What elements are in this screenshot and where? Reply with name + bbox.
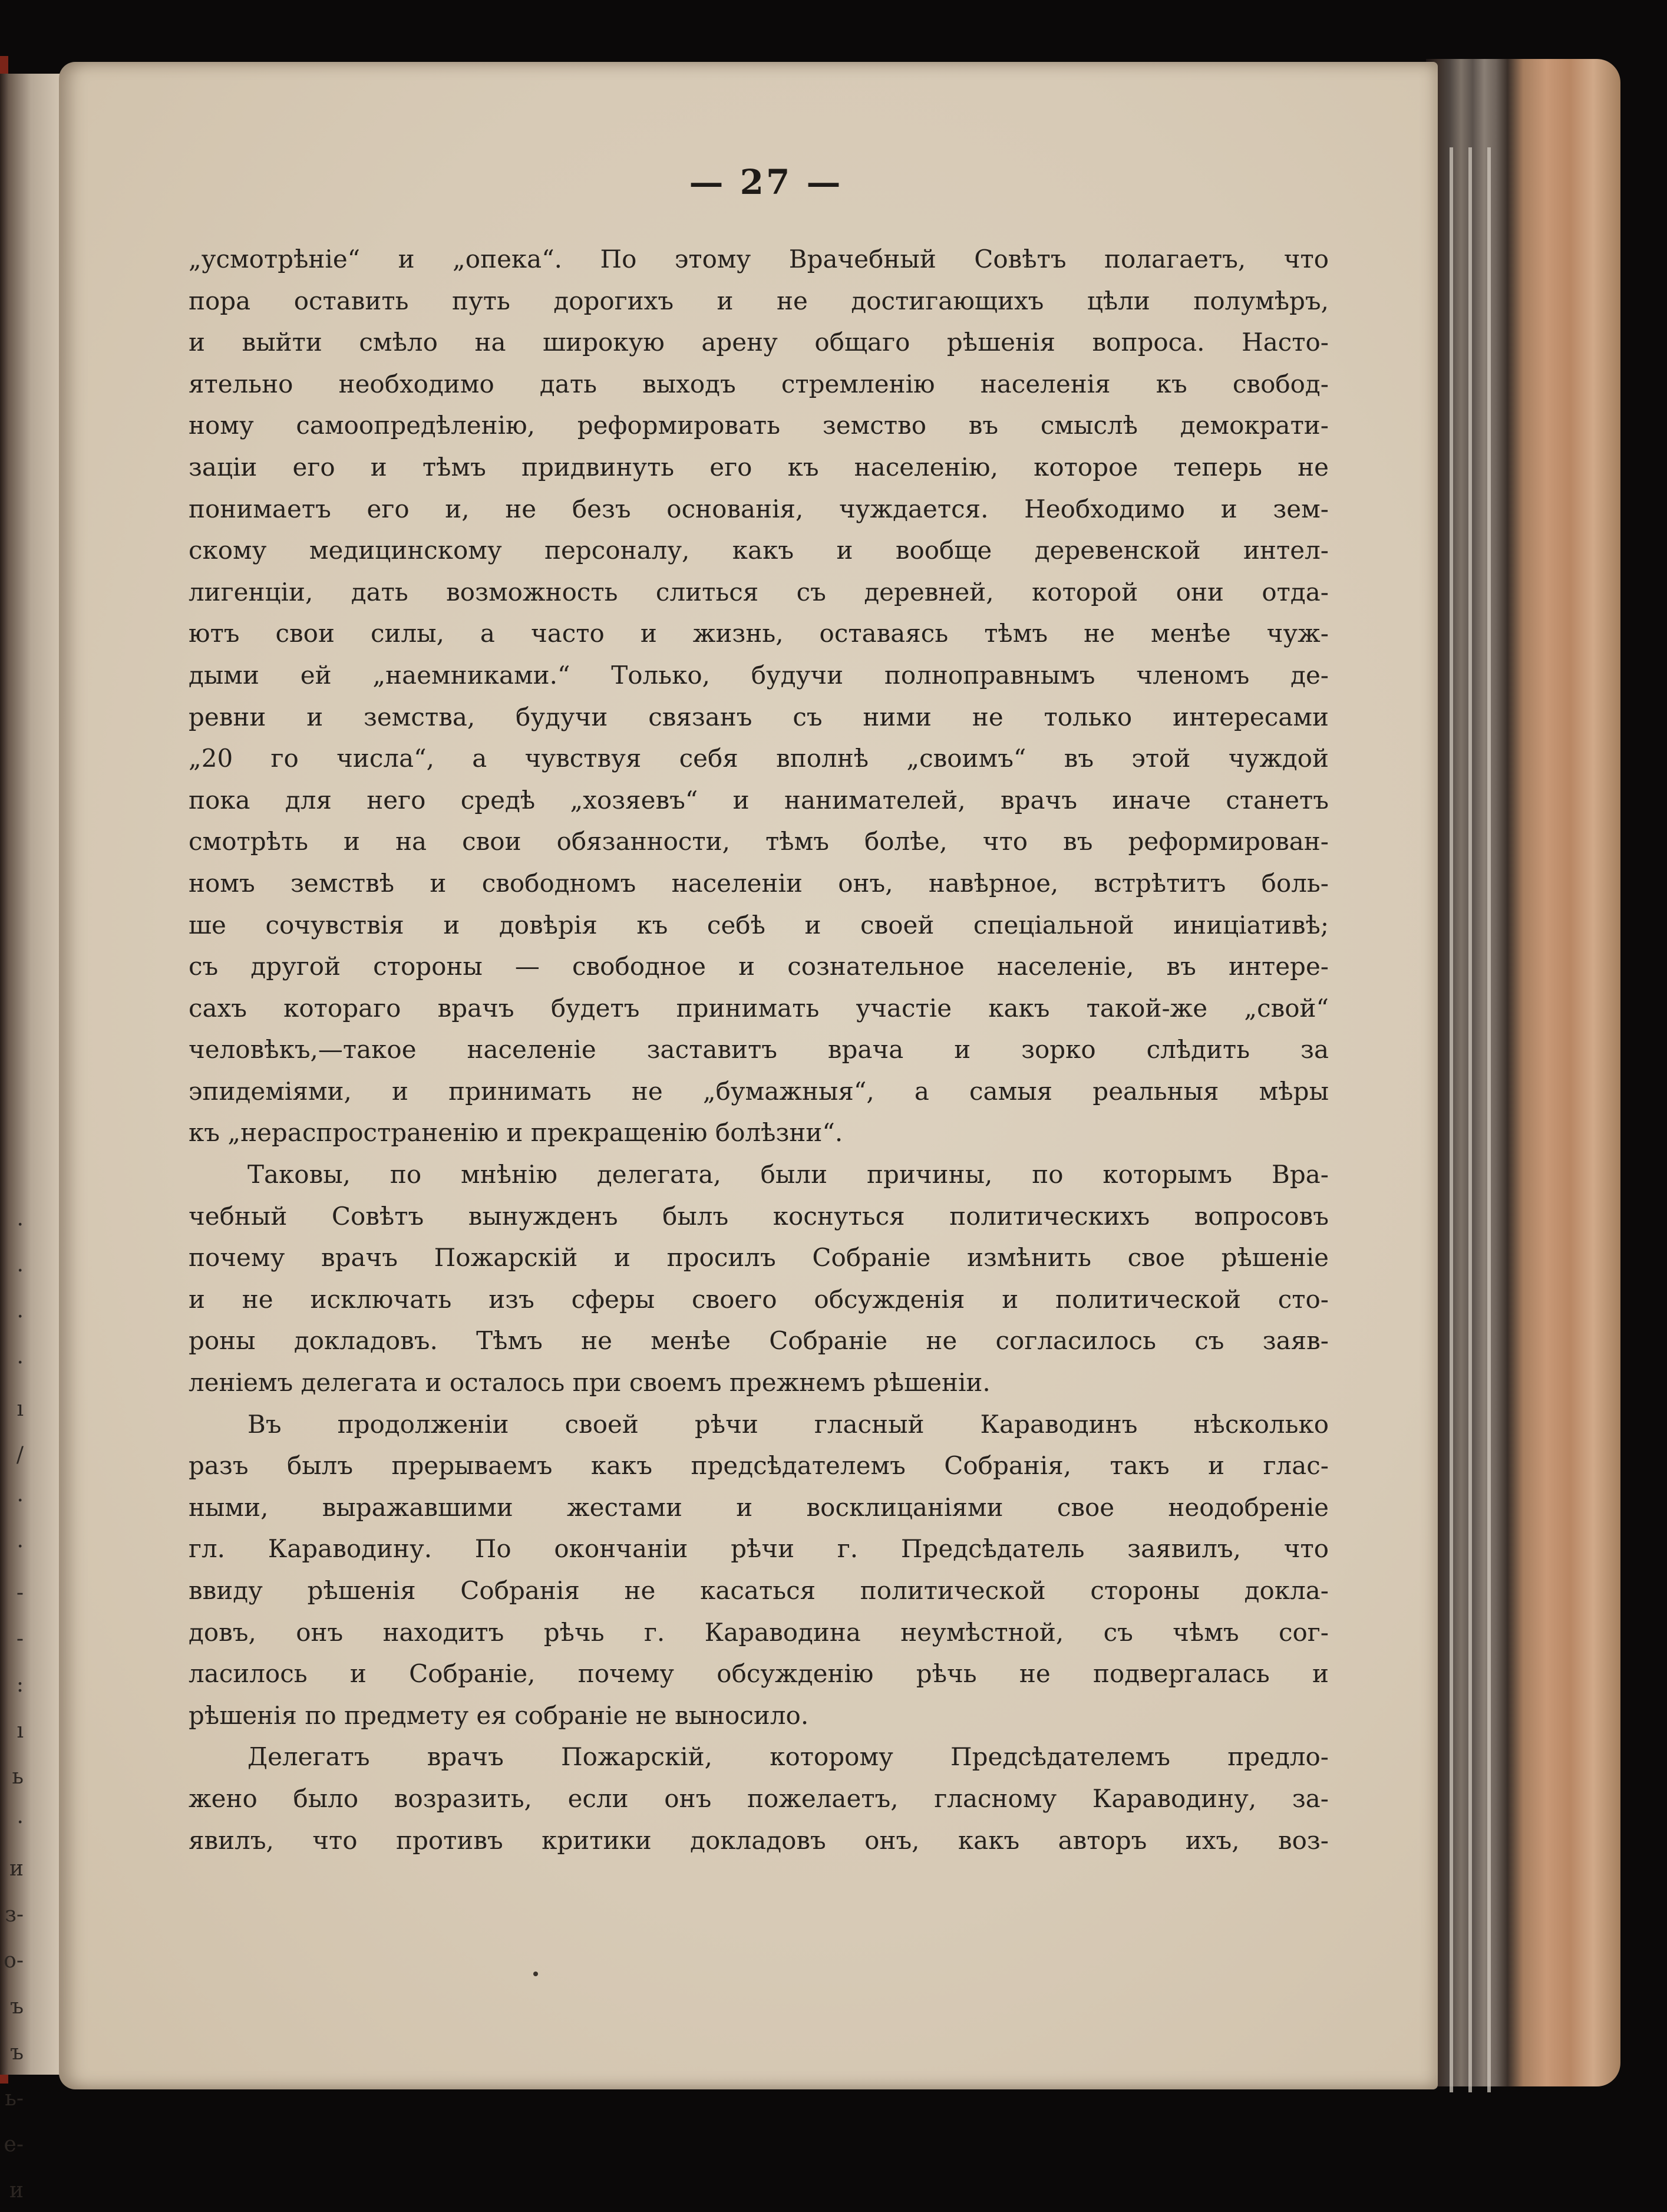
text-line: разъ былъ прерываемъ какъ предсѣдателемъ Собранія, такъ и глас- <box>189 1451 1329 1481</box>
text-line: гл. Караводину. По окончаніи рѣчи г. Предсѣдатель заявилъ, что <box>189 1534 1329 1564</box>
page-edge-line <box>1468 147 1472 2092</box>
text-line: довъ, онъ находитъ рѣчь г. Караводина неумѣстной, съ чѣмъ сог- <box>189 1617 1329 1647</box>
fragment-char: · <box>16 1259 24 1283</box>
text-line: „усмотрѣніе“ и „опека“. По этому Врачебный Совѣтъ полагаетъ, что <box>189 245 1329 273</box>
fragment-char: - <box>16 1627 24 1651</box>
text-line: и не исключать изъ сферы своего обсужденія и политической сто- <box>189 1284 1329 1314</box>
text-line: дыми ей „наемниками.“ Только, будучи полноправнымъ членомъ де- <box>189 660 1329 690</box>
fragment-char: / <box>16 1443 24 1467</box>
text-line: номъ земствѣ и свободномъ населеніи онъ, навѣрное, встрѣтитъ боль- <box>189 868 1329 898</box>
text-line: къ „нераспространенію и прекращенію болѣзни“. <box>189 1118 843 1148</box>
text-line: роны докладовъ. Тѣмъ не менѣе Собраніе не согласилось съ заяв- <box>189 1326 1329 1356</box>
text-line: Делегатъ врачъ Пожарскій, которому Предсѣдателемъ предло- <box>247 1742 1329 1772</box>
fragment-char: ъ <box>10 1995 24 2019</box>
text-line: чебный Совѣтъ вынужденъ былъ коснуться политическихъ вопросовъ <box>189 1201 1329 1231</box>
text-line: смотрѣть и на свои обязанности, тѣмъ болѣе, что въ реформирован- <box>189 827 1329 856</box>
text-line: ятельно необходимо дать выходъ стремленію населенія къ свобод- <box>189 369 1329 398</box>
text-line: пока для него средѣ „хозяевъ“ и нанимателей, врачъ иначе станетъ <box>189 785 1329 815</box>
fragment-char: и <box>9 2178 24 2203</box>
text-line: ному самоопредѣленію, реформировать земство въ смыслѣ демократи- <box>189 411 1329 440</box>
page-number: — 27 — <box>689 162 843 202</box>
fragment-char: ъ <box>10 2040 24 2065</box>
fragment-char: · <box>16 1213 24 1237</box>
fragment-char: · <box>16 1811 24 1835</box>
text-line: понимаетъ его и, не безъ основанія, чуждается. Необходимо и зем- <box>189 494 1329 523</box>
ink-spot <box>533 1972 538 1976</box>
text-line: леніемъ делегата и осталось при своемъ прежнемъ рѣшеніи. <box>189 1368 991 1397</box>
fragment-char: · <box>16 1351 24 1375</box>
text-line: съ другой стороны — свободное и сознательное населеніе, въ интере- <box>189 952 1329 981</box>
fragment-char: ь <box>12 1765 24 1789</box>
text-line: сахъ котораго врачъ будетъ принимать участіе какъ такой-же „свой“ <box>189 993 1329 1023</box>
text-line: эпидеміями, и принимать не „бумажныя“, а самыя реальныя мѣры <box>189 1076 1329 1106</box>
book-page-edges <box>1426 59 1620 2086</box>
text-line: ввиду рѣшенія Собранія не касаться политической стороны докла- <box>189 1576 1329 1605</box>
text-line: ласилось и Собраніе, почему обсужденію рѣчь не подвергалась и <box>189 1659 1329 1689</box>
fragment-char: · <box>16 1489 24 1513</box>
text-line: ютъ свои силы, а часто и жизнь, оставаясь тѣмъ не менѣе чуж- <box>189 619 1329 648</box>
text-line: жено было возразить, если онъ пожелаетъ, гласному Караводину, за- <box>189 1784 1329 1813</box>
text-line: пора оставить путь дорогихъ и не достигающихъ цѣли полумѣръ, <box>189 286 1329 315</box>
text-line: „20 го числа“, а чувствуя себя вполнѣ „своимъ“ въ этой чуждой <box>189 744 1329 773</box>
fragment-char: ı <box>16 1719 24 1743</box>
fragment-char: · <box>16 1535 24 1559</box>
fragment-char: ь- <box>5 2086 24 2111</box>
fragment-char: о- <box>4 1949 24 1973</box>
fragment-char: е- <box>4 2132 24 2157</box>
text-line: скому медицинскому персоналу, какъ и вообще деревенской интел- <box>189 536 1329 565</box>
fragment-char: - <box>16 1581 24 1605</box>
text-line: рѣшенія по предмету ея собраніе не выносило. <box>189 1700 809 1730</box>
text-line: лигенціи, дать возможность слиться съ деревней, которой они отда- <box>189 577 1329 606</box>
text-line: явилъ, что противъ критики докладовъ онъ, какъ авторъ ихъ, воз- <box>189 1825 1329 1855</box>
fragment-char: и <box>9 1857 24 1881</box>
text-line: ше сочувствія и довѣрія къ себѣ и своей спеціальной иниціативѣ; <box>189 910 1329 939</box>
fragment-char: ı <box>16 1397 24 1421</box>
text-line: и выйти смѣло на широкую арену общаго рѣшенія вопроса. Насто- <box>189 328 1329 357</box>
fragment-char: · <box>16 1305 24 1329</box>
text-line: ными, выражавшими жестами и восклицаніями свое неодобреніе <box>189 1492 1329 1522</box>
previous-page-text-fragments <box>0 1202 24 2212</box>
fragment-char: : <box>16 1673 24 1697</box>
book-page <box>59 62 1438 2089</box>
text-line: Таковы, по мнѣнію делегата, были причины, по которымъ Вра- <box>247 1160 1329 1189</box>
text-line: заціи его и тѣмъ придвинуть его къ населенію, которое теперь не <box>189 452 1329 482</box>
page-text <box>189 239 1329 1861</box>
page-edge-line <box>1487 147 1491 2092</box>
text-line: почему врачъ Пожарскій и просилъ Собраніе измѣнить свое рѣшеніе <box>189 1243 1329 1273</box>
text-line: человѣкъ,—такое населеніе заставитъ врача и зорко слѣдить за <box>189 1035 1329 1064</box>
page-edge-line <box>1450 147 1453 2092</box>
text-line: ревни и земства, будучи связанъ съ ними не только интересами <box>189 702 1329 731</box>
text-line: Въ продолженіи своей рѣчи гласный Караводинъ нѣсколько <box>247 1409 1329 1439</box>
fragment-char: з- <box>5 1903 24 1927</box>
